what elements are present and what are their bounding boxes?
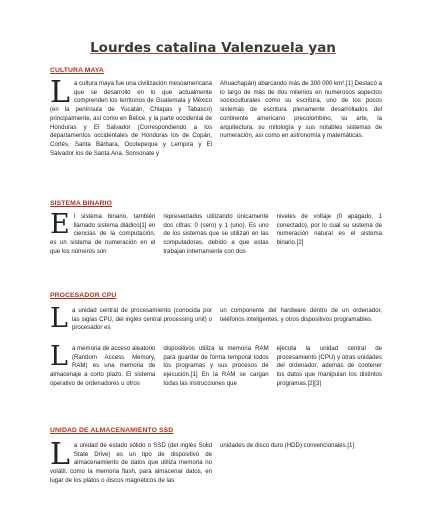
cpu-column-1 (50, 303, 212, 334)
section-procesador-cpu-part2 (50, 341, 382, 389)
ram-dropcap: L (50, 341, 68, 372)
heading-procesador-cpu: PROCESADOR CPU (50, 292, 117, 299)
ram-column-1 (50, 341, 156, 389)
binario-dropcap: E (50, 209, 70, 240)
cpu-text-2: un componente del hardware dentro de un ordenador, teléfonos inteligentes, y otros dispositivos programables. (220, 307, 382, 323)
section-unidad-ssd (50, 437, 382, 486)
ram-text-3: ejecuta la unidad central de procesamiento (CPU) y otras unidades del ordenador, además de contener los datos que manipulan los distintos programas.[2][3] (276, 345, 382, 387)
ssd-text-2: unidades de disco duro (HDD) convencionales.[1] (220, 442, 355, 449)
ram-text-2: dispositivos utiliza la memoria RAM para guardar de forma temporal todos los programas y sus procesos de ejecución.[1] En la RAM se cargan todas las instrucciones que (163, 345, 269, 387)
binario-column-3 (277, 213, 382, 257)
maya-column-1 (50, 75, 212, 158)
binario-column-1 (50, 209, 156, 257)
binario-column-2 (163, 213, 268, 257)
ssd-text-1: a unidad de estado sólido o SSD (del inglés Solid State Drive) es un tipo de dispositivo de almacenamiento de datos que utiliza memoria no volátil, como la memoria flash, para almacenar datos, en lugar de los platos o discos magnéticos de las (50, 442, 212, 484)
maya-column-2 (220, 80, 382, 158)
binario-text-1: l sistema binario, también llamado sistema diádico[1] en ciencias de la computación, es un sistema de numeración en el que los números son (50, 213, 156, 255)
heading-sistema-binario: SISTEMA BINARIO (50, 200, 113, 207)
document-title: Lourdes catalina Valenzuela yan (90, 40, 336, 56)
maya-dropcap: L (50, 75, 70, 110)
ram-column-2 (163, 345, 268, 389)
ssd-dropcap: L (50, 437, 70, 472)
heading-cultura-maya: CULTURA MAYA (50, 67, 104, 74)
ssd-column-1 (50, 437, 212, 486)
maya-text-1: a cultura maya fue una civilización mesoamericana que se desarrolló en lo que actualmente comprenden los territorios de Guatemala y México (en la península de Yucatán, Chiapas y Tabasco) principalmente, así como en Belice, y la parte occidental de Honduras y El Salvador (Correspondiendo a los departamentos occidentales de Honduras los de Copán, Cortés, Santa Bárbara, Ocotepeque y Lempira y El Salvador los de Santa Ana, Sonsonate y (50, 80, 212, 157)
ssd-column-2 (220, 442, 382, 486)
cpu-dropcap: L (50, 303, 68, 334)
binario-text-2: representados utilizando únicamente dos cifras: 0 (cero) y 1 (uno). Es uno de los sistemas que se utilizan en las computadoras, debido a que estas trabajan internamente con dos (163, 213, 269, 255)
cpu-column-2 (220, 307, 382, 333)
ram-column-3 (277, 345, 382, 389)
maya-text-2: Ahuachapán) abarcando más de 300 000 km².[1] Destacó a lo largo de más de dos milenios en numerosos aspectos socioculturales como su escritura, uno de los pocos sistemas de escritura plenamente desarrollados del continente americano precolombino, su arte, la arquitectura, su mitología y sus notables sistemas de numeración, así como en astronomía y matemáticas. (220, 80, 382, 140)
section-cultura-maya (50, 75, 382, 158)
section-procesador-cpu-part1 (50, 303, 382, 334)
section-sistema-binario (50, 209, 382, 257)
heading-unidad-ssd: UNIDAD DE ALMACENAMIENTO SSD (50, 427, 174, 434)
cpu-text-1: a unidad central de procesamiento (conocida por las siglas CPU, del inglés central processing unit) o procesador es (71, 307, 212, 332)
ram-text-1: a memoria de acceso aleatorio (Random Access Memory, RAM) es una memoria de almacenaje a corto plazo. El sistema operativo de ordenadores u otros (50, 345, 156, 387)
binario-text-3: niveles de voltaje (0 apagado, 1 conectado), por lo cual su sistema de numeración natural es el sistema binario.[2] (276, 213, 382, 247)
